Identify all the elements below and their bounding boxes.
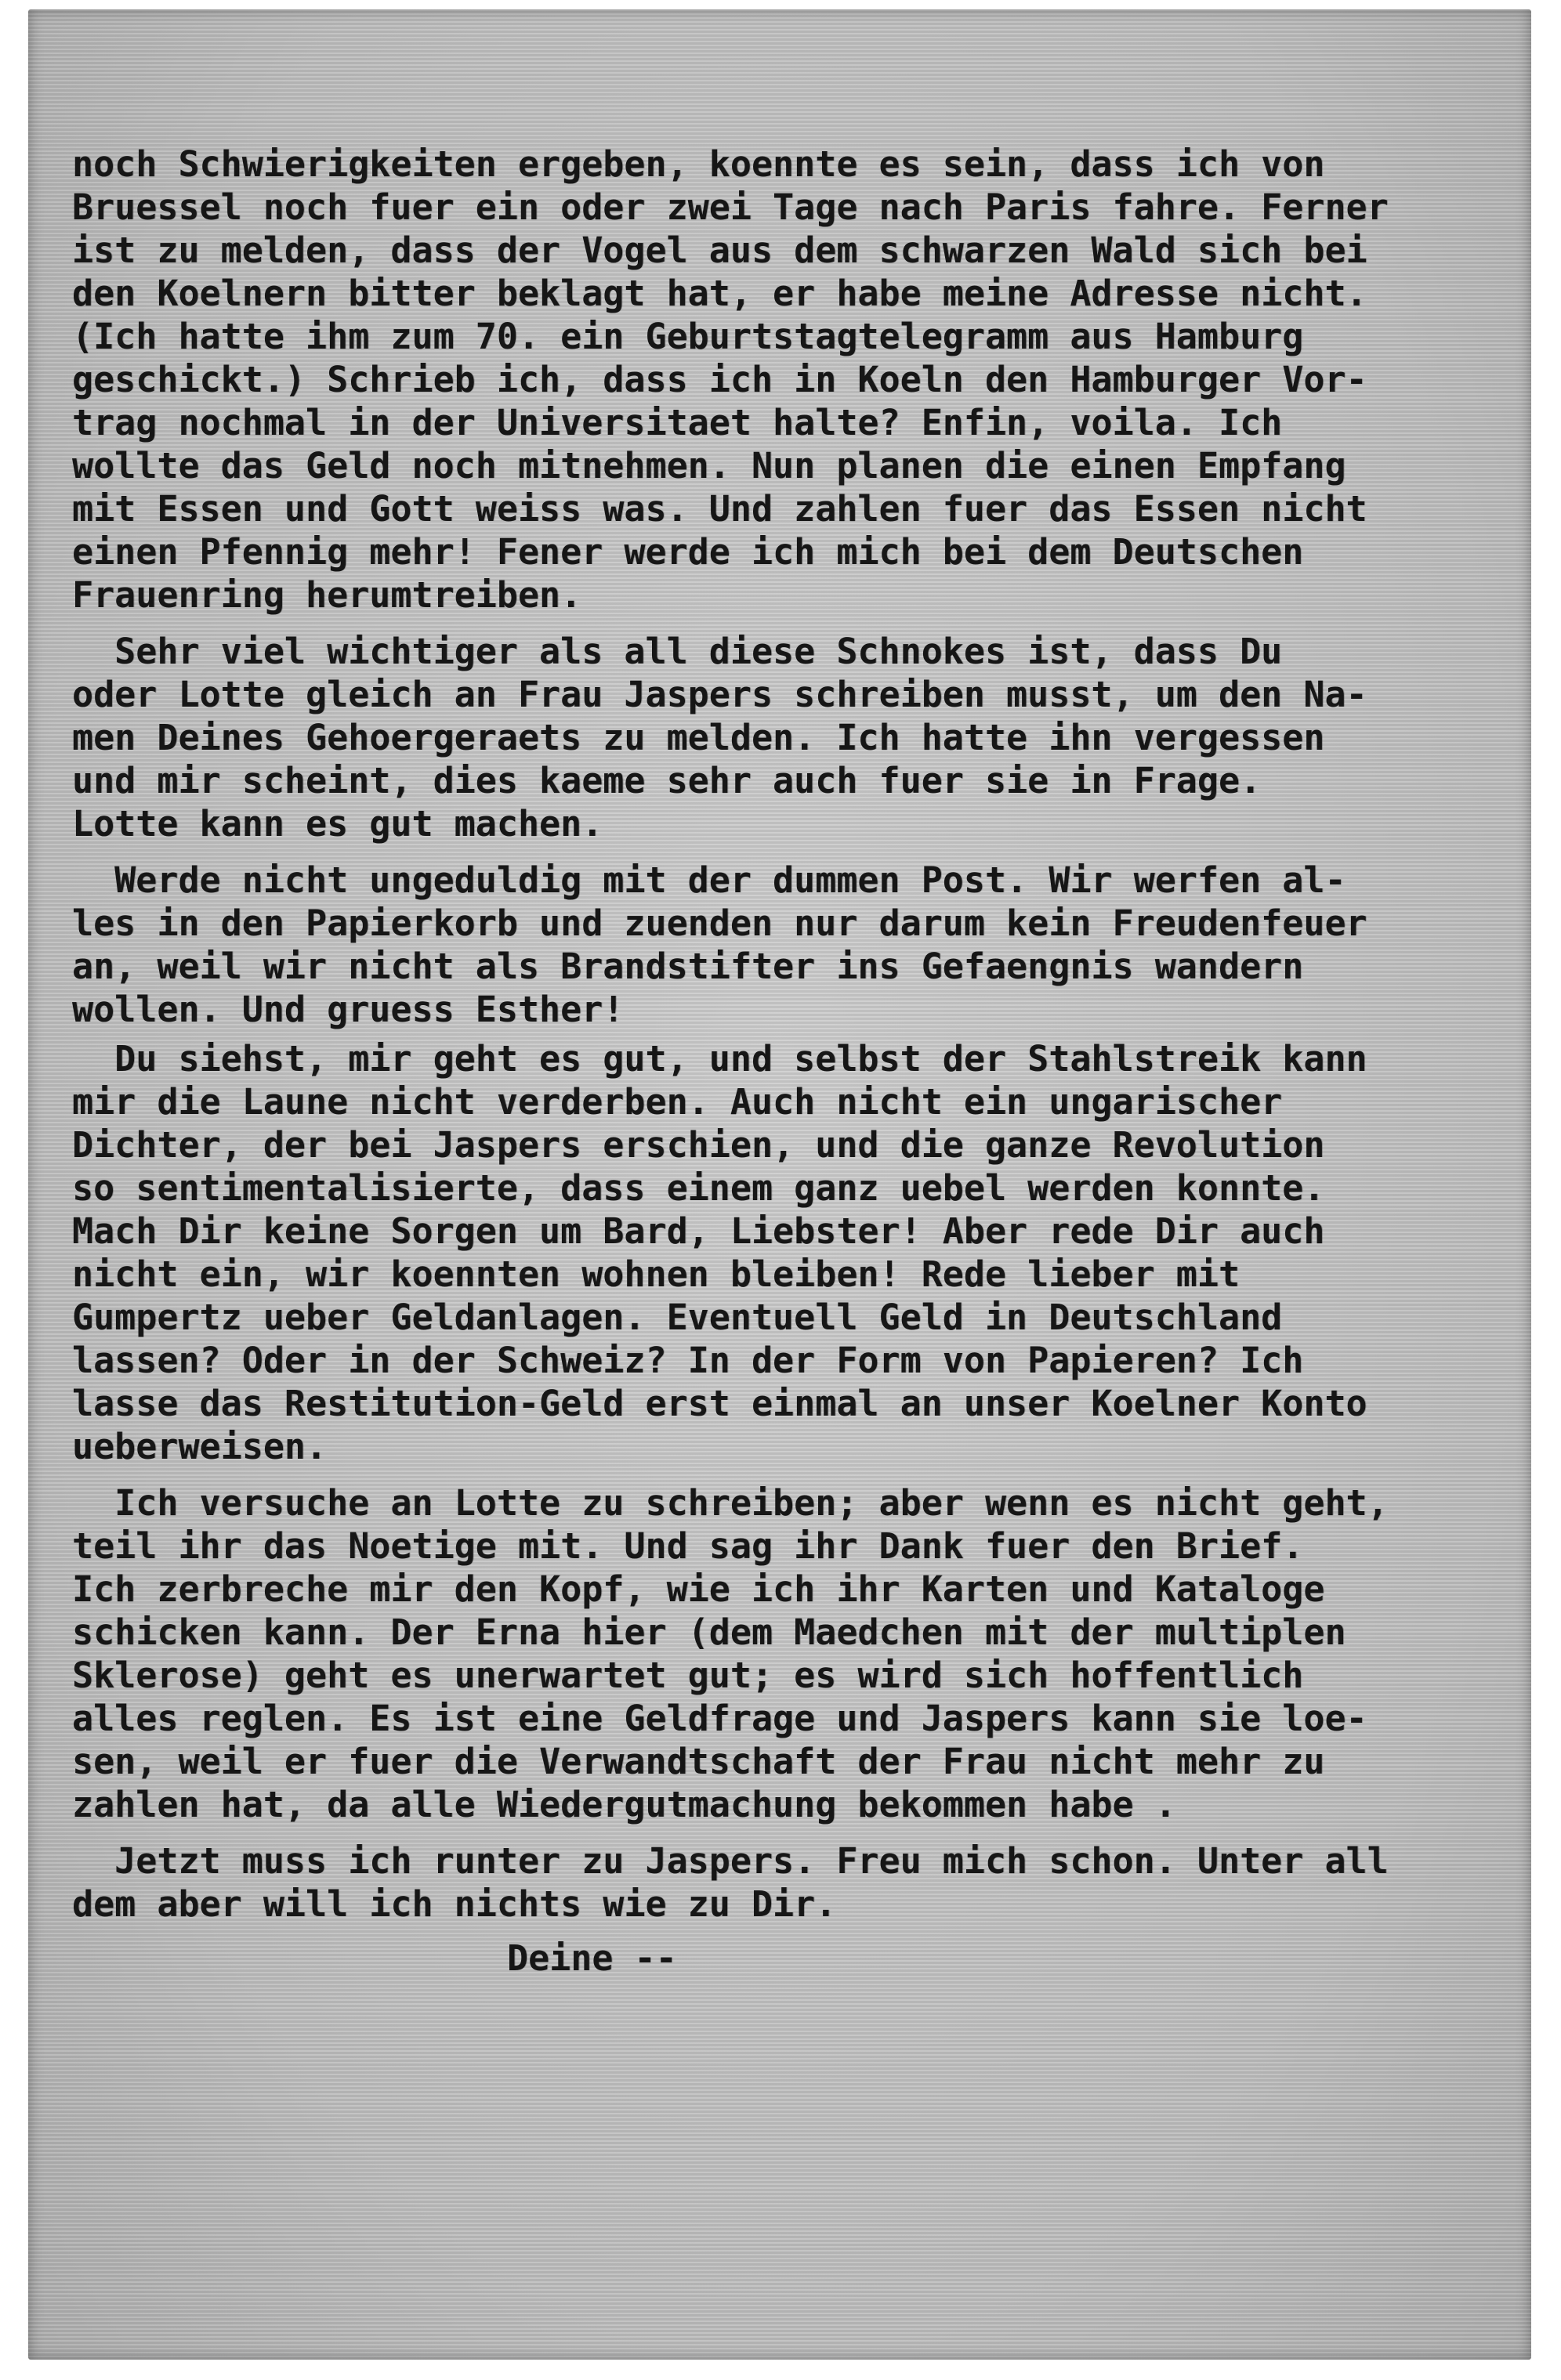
text-line: Lotte kann es gut machen.	[72, 803, 603, 845]
text-line: wollte das Geld noch mitnehmen. Nun planen die einen Empfang	[72, 445, 1346, 486]
text-line: Mach Dir keine Sorgen um Bard, Liebster! Aber rede Dir auch	[72, 1210, 1325, 1252]
text-line: oder Lotte gleich an Frau Jaspers schreiben musst, um den Na-	[72, 674, 1367, 715]
signature: Deine --	[507, 1937, 677, 1979]
text-line: nicht ein, wir koennten wohnen bleiben! Rede lieber mit	[72, 1253, 1240, 1295]
text-line: so sentimentalisierte, dass einem ganz uebel werden konnte.	[72, 1167, 1325, 1209]
text-line: teil ihr das Noetige mit. Und sag ihr Dank fuer den Brief.	[72, 1525, 1304, 1567]
text-line: les in den Papierkorb und zuenden nur darum kein Freudenfeuer	[72, 902, 1367, 944]
text-line: geschickt.) Schrieb ich, dass ich in Koeln den Hamburger Vor-	[72, 359, 1367, 400]
text-line: Ich versuche an Lotte zu schreiben; aber wenn es nicht geht,	[72, 1482, 1389, 1524]
text-line: noch Schwierigkeiten ergeben, koennte es sein, dass ich von	[72, 143, 1325, 185]
paragraph-3	[72, 859, 1506, 1031]
text-line: zahlen hat, da alle Wiedergutmachung bekommen habe .	[72, 1784, 1176, 1825]
text-line: alles reglen. Es ist eine Geldfrage und Jaspers kann sie loe-	[72, 1698, 1367, 1739]
text-line: mit Essen und Gott weiss was. Und zahlen fuer das Essen nicht	[72, 488, 1367, 530]
letter-body	[72, 143, 1506, 1980]
text-line: lassen? Oder in der Schweiz? In der Form von Papieren? Ich	[72, 1340, 1304, 1381]
text-line: ist zu melden, dass der Vogel aus dem schwarzen Wald sich bei	[72, 230, 1367, 271]
text-line: und mir scheint, dies kaeme sehr auch fuer sie in Frage.	[72, 760, 1262, 801]
text-line: Sklerose) geht es unerwartet gut; es wird sich hoffentlich	[72, 1655, 1304, 1696]
text-line: Bruessel noch fuer ein oder zwei Tage nach Paris fahre. Ferner	[72, 186, 1389, 228]
paragraph-5	[72, 1481, 1506, 1826]
text-line: Sehr viel wichtiger als all diese Schnokes ist, dass Du	[72, 631, 1283, 672]
text-line: an, weil wir nicht als Brandstifter ins Gefaengnis wandern	[72, 946, 1304, 987]
text-line: schicken kann. Der Erna hier (dem Maedchen mit der multiplen	[72, 1611, 1346, 1653]
text-line: Jetzt muss ich runter zu Jaspers. Freu mich schon. Unter all	[72, 1840, 1389, 1882]
text-line: Gumpertz ueber Geldanlagen. Eventuell Geld in Deutschland	[72, 1297, 1283, 1338]
paragraph-2	[72, 630, 1506, 845]
text-line: einen Pfennig mehr! Fener werde ich mich bei dem Deutschen	[72, 531, 1304, 573]
text-line: ueberweisen.	[72, 1426, 328, 1467]
text-line: Ich zerbreche mir den Kopf, wie ich ihr Karten und Kataloge	[72, 1568, 1325, 1610]
text-line: mir die Laune nicht verderben. Auch nicht ein ungarischer	[72, 1081, 1283, 1123]
paragraph-6	[72, 1839, 1506, 1926]
text-line: lasse das Restitution-Geld erst einmal an unser Koelner Konto	[72, 1383, 1367, 1424]
text-line: (Ich hatte ihm zum 70. ein Geburtstagtelegramm aus Hamburg	[72, 316, 1304, 357]
text-line: sen, weil er fuer die Verwandtschaft der Frau nicht mehr zu	[72, 1741, 1325, 1782]
text-line: dem aber will ich nichts wie zu Dir.	[72, 1883, 837, 1925]
text-line: trag nochmal in der Universitaet halte? Enfin, voila. Ich	[72, 402, 1283, 443]
text-line: wollen. Und gruess Esther!	[72, 989, 625, 1030]
text-line: Frauenring herumtreiben.	[72, 574, 582, 616]
text-line: Werde nicht ungeduldig mit der dummen Post. Wir werfen al-	[72, 859, 1346, 901]
text-line: men Deines Gehoergeraets zu melden. Ich hatte ihn vergessen	[72, 717, 1325, 758]
paragraph-1	[72, 143, 1506, 617]
text-line: den Koelnern bitter beklagt hat, er habe meine Adresse nicht.	[72, 273, 1367, 314]
text-line: Dichter, der bei Jaspers erschien, und die ganze Revolution	[72, 1124, 1325, 1166]
paragraph-4	[72, 1037, 1506, 1468]
text-line: Du siehst, mir geht es gut, und selbst der Stahlstreik kann	[72, 1038, 1367, 1080]
